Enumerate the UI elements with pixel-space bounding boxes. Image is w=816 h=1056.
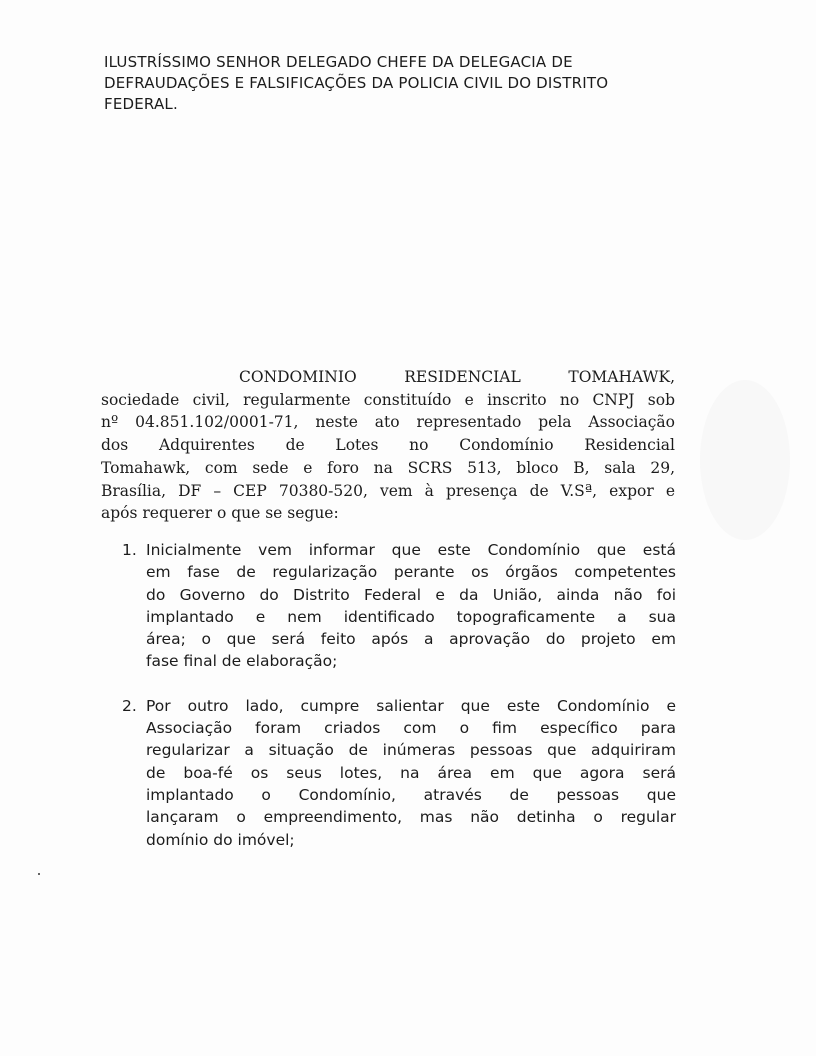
intro-line: após requerer o que se segue: (101, 504, 339, 523)
scan-speck (38, 873, 40, 875)
intro-line: CONDOMINIO RESIDENCIAL TOMAHAWK, (239, 368, 675, 386)
list-item-line: do Governo do Distrito Federal e da União, ainda não foi (146, 585, 676, 604)
intro-line: nº 04.851.102/0001-71, neste ato representado pela Associação (101, 413, 675, 432)
list-item-line: Associação foram criados com o fim específico para (146, 719, 676, 738)
intro-line: dos Adquirentes de Lotes no Condomínio Residencial (101, 436, 675, 455)
addressee-heading (104, 52, 680, 115)
list-item-line: fase final de elaboração; (146, 652, 338, 671)
list-item-line: área; o que será feito após a aprovação do projeto em (146, 630, 676, 649)
list-item-line: implantado o Condomínio, através de pessoas que (146, 785, 676, 804)
list-item-line: implantado e nem identificado topograficamente a sua (146, 607, 676, 626)
list-item (122, 539, 676, 673)
list-item (122, 695, 676, 851)
list-item-number: 2. (122, 696, 137, 715)
list-item-line: de boa-fé os seus lotes, na área em que agora será (146, 763, 676, 782)
intro-line: Brasília, DF – CEP 70380-520, vem à presença de V.Sª, expor e (101, 481, 675, 500)
addressee-line: DEFRAUDAÇÕES E FALSIFICAÇÕES DA POLICIA CIVIL DO DISTRITO (104, 74, 609, 92)
intro-line: sociedade civil, regularmente constituído e inscrito no CNPJ sob (101, 390, 675, 409)
list-item-line: domínio do imóvel; (146, 830, 295, 849)
list-item-number: 1. (122, 541, 137, 559)
intro-paragraph (101, 366, 675, 525)
list-item-line: Por outro lado, cumpre salientar que este Condomínio e (146, 696, 676, 715)
list-item-line: Inicialmente vem informar que este Condomínio que está (146, 541, 676, 559)
list-item-line: lançaram o empreendimento, mas não detinha o regular (146, 808, 676, 827)
list-item-line: em fase de regularização perante os órgãos competentes (146, 563, 676, 582)
addressee-line: FEDERAL. (104, 95, 178, 113)
intro-line: Tomahawk, com sede e foro na SCRS 513, bloco B, sala 29, (101, 458, 675, 477)
list-item-line: regularizar a situação de inúmeras pessoas que adquiriram (146, 741, 676, 760)
addressee-line: ILUSTRÍSSIMO SENHOR DELEGADO CHEFE DA DELEGACIA DE (104, 53, 573, 71)
numbered-list (122, 539, 676, 851)
scan-shading (700, 380, 790, 540)
